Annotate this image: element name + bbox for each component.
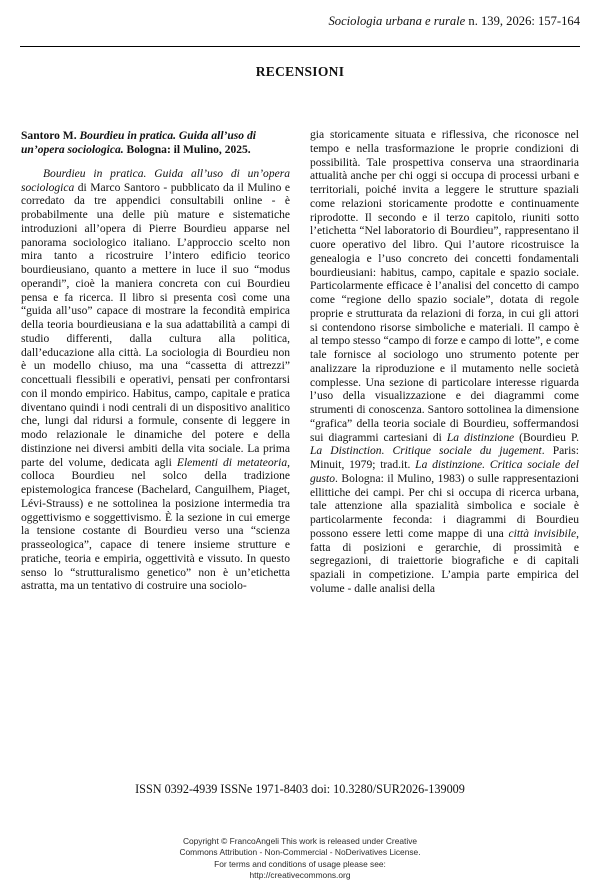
right-column: [310, 129, 579, 759]
cited-work-title: Bourdieu in pratica. Guida all’uso di un’opera sociologica: [21, 167, 290, 194]
book-publication: Bologna: il Mulino, 2025.: [123, 144, 251, 157]
review-paragraph-left: [21, 168, 290, 594]
journal-name: Sociologia urbana e rurale: [328, 14, 466, 28]
copyright-line-3: For terms and conditions of usage please see:: [214, 858, 386, 869]
copyright-url: http://creativecommons.org: [249, 870, 351, 881]
review-text-part-1: di Marco Santoro - pubblicato da il Mulino e corredato da tre appendici consultabili online - è probabilmente una delle più mature e sistematiche introduzioni all’opera di Pierre Bourdieu apparse nel panorama sociologico italiano. L’approccio scelto non mira tanto a ricostruire l’intero edificio teorico bourdieusiano, quanto a mettere in luce il suo “modus operandi”, cioè la maniera concreta con cui Bourdieu pensa e fa ricerca. Il libro si presenta così come una “guida all’uso” capace di mostrare la fecondità empirica della teoria bourdieusiana e la sua adattabilità a campi di studio differenti, dalla cultura alla politica, dall’educazione alla città. La sociologia di Bourdieu non è un modello chiuso, ma una “cassetta di attrezzi” concettuali flessibili e operativi, pensati per confrontarsi con il mondo empirico. Habitus, campo, capitale e pratica diventano quindi i nodi centrali di un dispositivo analitico che, lungi dal ridursi a formule, consente di leggere in modo relazionale le dinamiche del potere e della distinzione nei diversi ambiti della vita sociale. La prima parte del volume, dedicata agli: [21, 181, 290, 469]
cited-work-la-distinzione: La distinzione: [446, 431, 515, 444]
left-column: [21, 129, 290, 759]
review-text-part-5: . Paris: Minuit, 1979; trad.it.: [310, 445, 580, 471]
header-divider: [20, 46, 580, 47]
review-text-part-7: , fatta di posizioni e gerarchie, di prossimità e segregazioni, di traiettorie biografiche e di capitali spaziali in competizione. L’ampia parte empirica del volume - dalle analisi della: [310, 527, 579, 595]
cited-work-la-distinction-fr: La Distinction. Critique sociale du jugement: [310, 445, 542, 458]
review-text-part-4: (Bourdieu P.: [514, 431, 579, 444]
issn-doi-line: ISSN 0392-4939 ISSNe 1971-8403 doi: 10.3280/SUR2026-139009: [135, 782, 465, 796]
copyright-line-1: Copyright © FrancoAngeli This work is released under Creative: [182, 836, 418, 846]
review-text-part-2: , colloca Bourdieu nel solco della tradizione epistemologica francese (Bachelard, Canguilhem, Piaget, Lévi-Strauss) e ne sottolinea la posizione intermedia tra oggettivismo e soggettivismo. È la sezione in cui emerge la tensione costante di Bourdieu verso una “scienza prasseologica”, capace di tenere insieme strutture e pratiche, teoria e empiria, oggettività e vissuto. In questo senso lo “strutturalismo genetico” non è un’etichetta astratta, ma un tentativo di costruire una sociolo-: [21, 456, 290, 593]
issue-citation: n. 139, 2026: 157-164: [465, 14, 580, 28]
cited-work-la-distinzione-it: La distinzione. Critica sociale del gusto: [310, 459, 579, 485]
cited-section-metateoria: Elementi di metateoria: [176, 456, 288, 469]
book-author: Santoro M.: [21, 130, 80, 142]
review-text-part-3: gia storicamente situata e riflessiva, che riconosce nel tempo e nella trasformazione le proprie condizioni di possibilità. Tale prospettiva conserva una straordinaria attualità anche per chi oggi si occupa di processi urbani e territoriali, poiché invita a leggere le strutture spaziali come relazioni storicamente prodotte e continuamente riprodotte. Il secondo e il terzo capitolo, riuniti sotto l’etichetta “Nel laboratorio di Bourdieu”, rappresentano il cuore operativo del libro. Qui l’autore ricostruisce la genealogia e l’uso concreto dei concetti fondamentali bourdieusiani: habitus, campo, capitale e spazio sociale. Particolarmente efficace è l’analisi del concetto di campo come “regione dello spazio sociale”, dotata di regole proprie e strutturata da relazioni di forza, in cui gli attori si contendono risorse simboliche e materiali. Il campo è al tempo stesso “campo di forze e campo di lotte”, e come tale fornisce al sociologo uno strumento potente per analizzare la riproduzione e il mutamento nelle società complesse. Una sezione di particolare interesse riguarda l’uso della visualizzazione e dei diagrammi come strumenti di conoscenza. Santoro sottolinea la dimensione “grafica” della teoria sociale di Bourdieu, soffermandosi sui diagrammi cartesiani di: [310, 129, 579, 444]
copyright-notice: [0, 836, 600, 882]
review-paragraph-right: [310, 129, 579, 597]
section-title: RECENSIONI: [255, 64, 345, 79]
body-columns: [21, 129, 579, 759]
running-head: [20, 14, 580, 29]
book-title: Bourdieu in pratica. Guida all’uso di un’opera sociologica.: [21, 130, 256, 157]
cited-phrase-citta-invisibile: città invisibile: [508, 527, 577, 540]
review-text-part-6: . Bologna: il Mulino, 1983) o sulle rappresentazioni ellittiche dei campi. Per chi si occupa di ricerca urbana, tale attenzione alla spazialità simbolica e sociale è particolarmente feconda: i diagrammi di Bourdieu possono essere letti come mappe di una: [310, 472, 579, 540]
copyright-line-2: Commons Attribution - Non-Commercial - NoDerivatives License.: [179, 847, 421, 858]
book-heading: [21, 129, 290, 158]
